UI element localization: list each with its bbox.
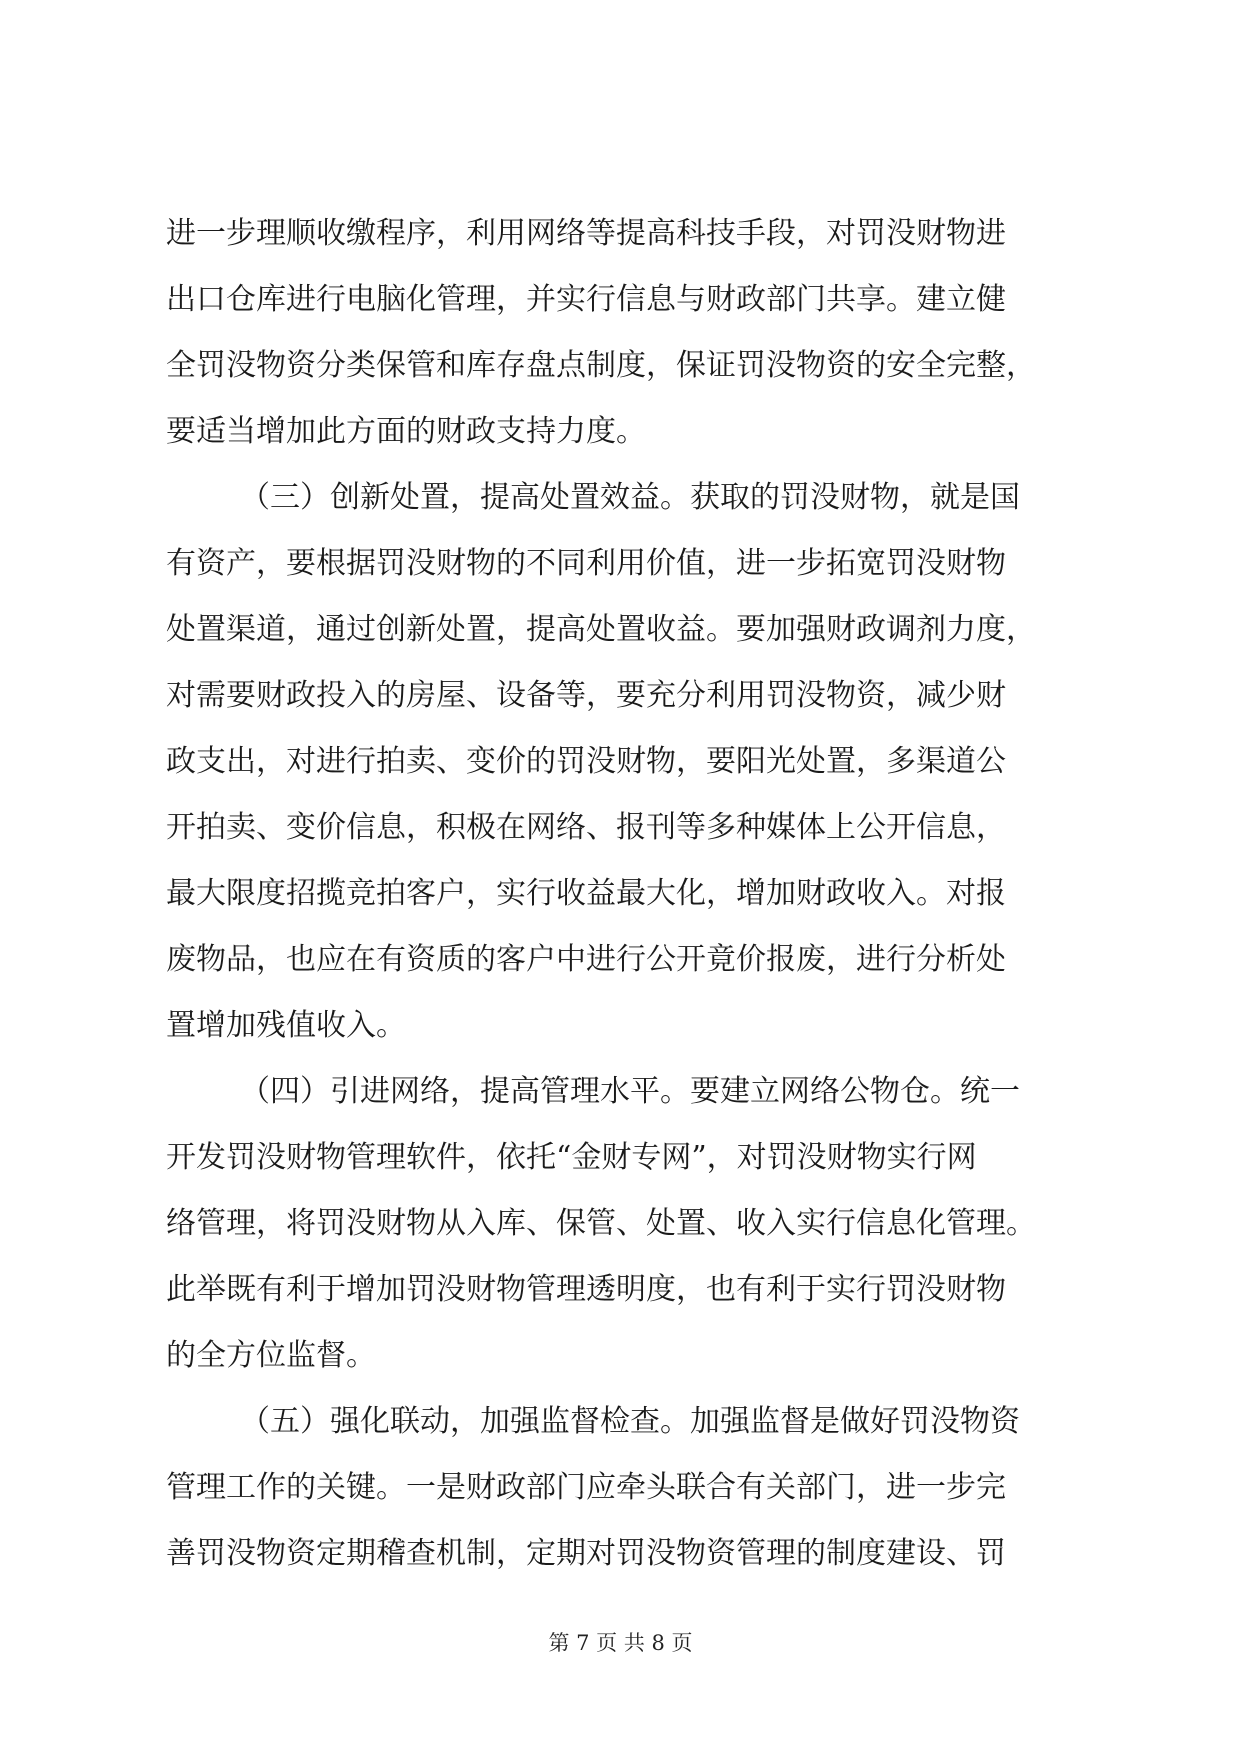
- text-line: 置增加残值收入。: [166, 1008, 406, 1043]
- text-line: 政支出，对进行拍卖、变价的罚没财物，要阳光处置，多渠道公: [166, 744, 1006, 779]
- paragraph-first-line: （四）引进网络，提高管理水平。要建立网络公物仓。统一: [240, 1074, 1020, 1109]
- paragraph-first-line: （五）强化联动，加强监督检查。加强监督是做好罚没物资: [240, 1404, 1020, 1439]
- text-line: 废物品，也应在有资质的客户中进行公开竟价报废，进行分析处: [166, 942, 1006, 977]
- text-line: 出口仓库进行电脑化管理，并实行信息与财政部门共享。建立健: [166, 282, 1006, 317]
- text-line: 要适当增加此方面的财政支持力度。: [166, 414, 646, 449]
- text-line: 的全方位监督。: [166, 1338, 376, 1373]
- paragraph-first-line: （三）创新处置，提高处置效益。获取的罚没财物，就是国: [240, 480, 1020, 515]
- text-line: 善罚没物资定期稽查机制，定期对罚没物资管理的制度建设、罚: [166, 1536, 1006, 1571]
- text-line: 有资产，要根据罚没财物的不同利用价值，进一步拓宽罚没财物: [166, 546, 1006, 581]
- text-line: 络管理，将罚没财物从入库、保管、处置、收入实行信息化管理。: [166, 1206, 1036, 1241]
- text-line: 管理工作的关键。一是财政部门应牵头联合有关部门，进一步完: [166, 1470, 1006, 1505]
- text-line: 全罚没物资分类保管和库存盘点制度，保证罚没物资的安全完整，: [166, 348, 1036, 383]
- text-line: 对需要财政投入的房屋、设备等，要充分利用罚没物资，减少财: [166, 678, 1006, 713]
- text-line: 进一步理顺收缴程序，利用网络等提高科技手段，对罚没财物进: [166, 216, 1006, 251]
- text-line: 开拍卖、变价信息，积极在网络、报刊等多种媒体上公开信息，: [166, 810, 1006, 845]
- text-line: 此举既有利于增加罚没财物管理透明度，也有利于实行罚没财物: [166, 1272, 1006, 1307]
- page-number-footer: 第 7 页 共 8 页: [548, 1631, 693, 1655]
- text-line: 处置渠道，通过创新处置，提高处置收益。要加强财政调剂力度，: [166, 612, 1036, 647]
- text-line: 开发罚没财物管理软件，依托“金财专网”，对罚没财物实行网: [166, 1140, 977, 1175]
- text-line: 最大限度招揽竞拍客户，实行收益最大化，增加财政收入。对报: [166, 876, 1006, 911]
